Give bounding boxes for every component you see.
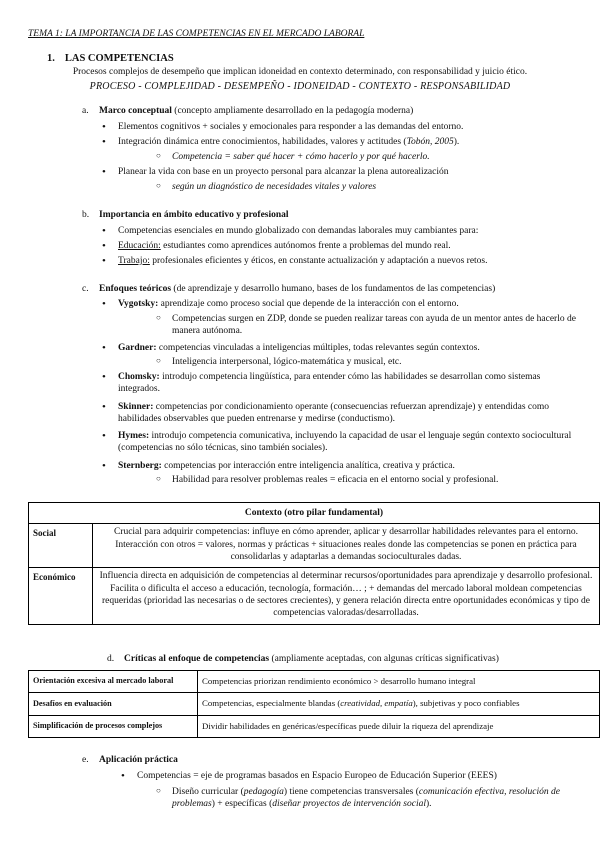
list-subitem: ○ Diseño curricular (pedagogía) tiene competencias transversales (comunicación efectiva, resolución de problemas) + específicas (diseñar proyectos de intervención social). — [172, 786, 577, 811]
definition: Procesos complejos de desempeño que implican idoneidad en contexto determinado, con responsabilidad y juicio ético. — [72, 67, 528, 77]
list-subitem: ○ Inteligencia interpersonal, lógico-matemática y musical, etc. — [172, 356, 582, 368]
list-item: • Sternberg: competencias por interacción entre inteligencia analítica, creativa y práctica. — [118, 460, 578, 472]
list-item: • Hymes: introdujo competencia comunicativa, incluyendo la capacidad de usar el lenguaje según contexto sociocultural (competencias no sólo técnicas, sino también sociales). — [118, 430, 578, 455]
list-item: • Competencias = eje de programas basados en Espacio Europeo de Educación Superior (EEES) — [137, 770, 577, 782]
section-title-text: LAS COMPETENCIAS — [64, 53, 174, 64]
list-subitem: ○ según un diagnóstico de necesidades vitales y valores — [172, 181, 582, 193]
list-subitem: ○ Habilidad para resolver problemas reales = eficacia en el entorno social y profesional. — [172, 474, 582, 486]
table-row: Económico Influencia directa en adquisición de competencias al determinar recursos/oportunidades para aprendizaje y desarrollo profesional. Facilita o dificulta el acceso a educación, tecnología, formación… ; + demandas del mercado laboral moldean competencias requeridas (prioridad las necesarias o de sectores crecientes), y genera relación directa entre oportunidades económicas y tipo de competencias valoradas/desarrolladas. — [29, 568, 600, 624]
list-item: • Trabajo: profesionales eficientes y éticos, en constante actualización y adaptación a nuevos retos. — [118, 255, 578, 267]
context-table-title: Contexto (otro pilar fundamental) — [29, 503, 600, 524]
list-item: • Competencias esenciales en mundo globalizado con demandas laborales muy cambiantes para: — [118, 225, 578, 237]
list-item: • Chomsky: introdujo competencia lingüística, para entender cómo las habilidades se desarrollan como sistemas integrados. — [118, 371, 578, 396]
subsection-a-heading: a. Marco conceptual (concepto ampliamente desarrollado en la pedagogía moderna) — [82, 106, 414, 116]
criticisms-table — [28, 670, 600, 738]
list-item: • Skinner: competencias por condicionamiento operante (consecuencias refuerzan aprendizaje) y entendidas como habilidades observables que pueden entrenarse y medirse (conductismo). — [118, 401, 578, 426]
subsection-e-heading: e. Aplicación práctica — [82, 755, 178, 765]
table-row: Social Crucial para adquirir competencias: influye en cómo aprender, aplicar y desarrollar habilidades relevantes para el entorno. Interacción con otros = valores, normas y prácticas + situaciones reales donde las competencias se ponen en práctica para consolidarlas y adaptarlas a demandas socioculturales dadas. — [29, 524, 600, 568]
table-row: Simplificación de procesos complejos Dividir habilidades en genéricas/específicas puede diluir la riqueza del aprendizaje — [29, 715, 600, 737]
citation: Tobón, 2005 — [406, 137, 454, 147]
subsection-d-heading: d. Críticas al enfoque de competencias (ampliamente aceptadas, con algunas críticas significativas) — [107, 654, 499, 664]
list-subitem: ○ Competencia = saber qué hacer + cómo hacerlo y por qué hacerlo. — [172, 151, 582, 163]
table-row: Desafíos en evaluación Competencias, especialmente blandas (creatividad, empatía), subjetivas y poco confiables — [29, 693, 600, 715]
section-title — [47, 52, 174, 66]
list-item: • Elementos cognitivos + sociales y emocionales para responder a las demandas del entorno. — [118, 121, 578, 133]
keywords: PROCESO - COMPLEJIDAD - DESEMPEÑO - IDONEIDAD - CONTEXTO - RESPONSABILIDAD — [89, 81, 511, 92]
document-header: TEMA 1: LA IMPORTANCIA DE LAS COMPETENCIAS EN EL MERCADO LABORAL — [28, 29, 365, 39]
section-number: 1. — [47, 53, 55, 64]
list-item: • Integración dinámica entre conocimientos, habilidades, valores y actitudes (Tobón, 2005). — [118, 136, 578, 148]
list-item: • Educación: estudiantes como aprendices autónomos frente a problemas del mundo real. — [118, 240, 578, 252]
subsection-c-heading: c. Enfoques teóricos (de aprendizaje y desarrollo humano, bases de los fundamentos de las competencias) — [82, 284, 496, 294]
list-item: • Vygotsky: aprendizaje como proceso social que depende de la interacción con el entorno. — [118, 298, 578, 310]
subsection-b-heading: b. Importancia en ámbito educativo y profesional — [82, 210, 289, 220]
list-item: • Planear la vida con base en un proyecto personal para alcanzar la plena autorealización — [118, 166, 578, 178]
table-row: Orientación excesiva al mercado laboral Competencias priorizan rendimiento económico > desarrollo humano integral — [29, 671, 600, 693]
context-table — [28, 502, 600, 625]
list-item: • Gardner: competencias vinculadas a inteligencias múltiples, todas relevantes según contextos. — [118, 342, 578, 354]
list-subitem: ○ Competencias surgen en ZDP, donde se pueden realizar tareas con ayuda de un mentor antes de hacerlo de manera autónoma. — [172, 313, 582, 338]
